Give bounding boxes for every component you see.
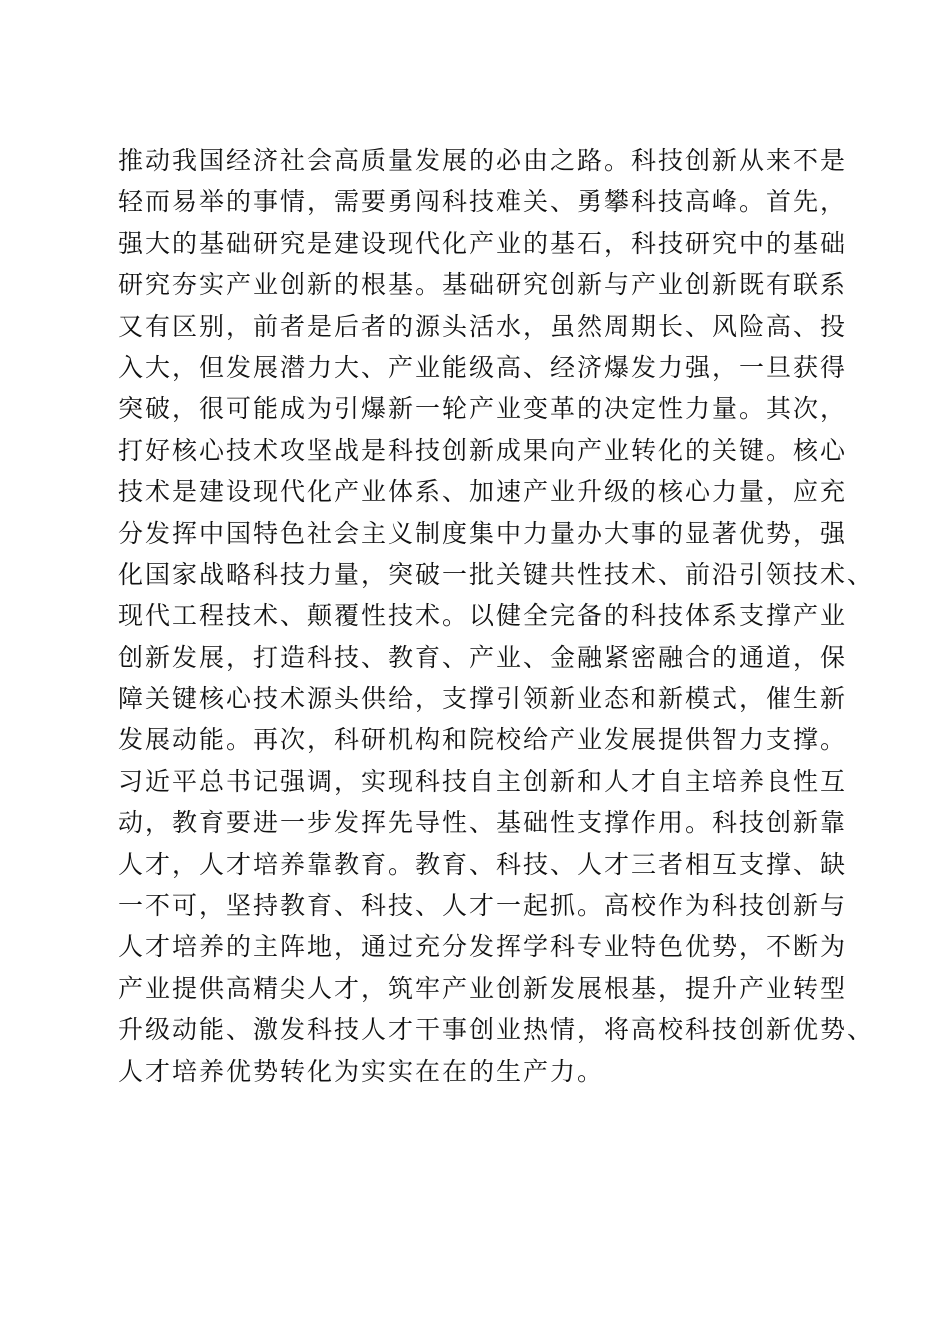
text-line: 人才培养优势转化为实实在在的生产力。: [118, 1056, 605, 1086]
text-line: 创新发展，打造科技、教育、产业、金融紧密融合的通道，保: [118, 642, 848, 672]
text-line: 升级动能、激发科技人才干事创业热情，将高校科技创新优势、: [118, 1015, 875, 1045]
text-line: 习近平总书记强调，实现科技自主创新和人才自主培养良性互: [118, 766, 848, 796]
text-line: 化国家战略科技力量，突破一批关键共性技术、前沿引领技术、: [118, 559, 875, 589]
text-line: 打好核心技术攻坚战是科技创新成果向产业转化的关键。核心: [118, 435, 848, 465]
text-line: 现代工程技术、颠覆性技术。以健全完备的科技体系支撑产业: [118, 601, 848, 631]
text-line: 人才培养的主阵地，通过充分发挥学科专业特色优势，不断为: [118, 932, 848, 962]
text-line: 突破，很可能成为引爆新一轮产业变革的决定性力量。其次，: [118, 394, 848, 424]
text-line: 入大，但发展潜力大、产业能级高、经济爆发力强，一旦获得: [118, 352, 848, 382]
text-line: 轻而易举的事情，需要勇闯科技难关、勇攀科技高峰。首先，: [118, 187, 848, 217]
body-paragraph: [118, 140, 875, 1092]
text-line: 一不可，坚持教育、科技、人才一起抓。高校作为科技创新与: [118, 891, 848, 921]
text-line: 人才，人才培养靠教育。教育、科技、人才三者相互支撑、缺: [118, 849, 848, 879]
text-line: 推动我国经济社会高质量发展的必由之路。科技创新从来不是: [118, 146, 848, 175]
text-line: 发展动能。再次，科研机构和院校给产业发展提供智力支撑。: [118, 725, 848, 755]
text-line: 又有区别，前者是后者的源头活水，虽然周期长、风险高、投: [118, 311, 848, 341]
text-line: 障关键核心技术源头供给，支撑引领新业态和新模式，催生新: [118, 684, 848, 714]
text-line: 技术是建设现代化产业体系、加速产业升级的核心力量，应充: [118, 477, 848, 507]
text-line: 研究夯实产业创新的根基。基础研究创新与产业创新既有联系: [118, 270, 848, 300]
text-line: 强大的基础研究是建设现代化产业的基石，科技研究中的基础: [118, 228, 848, 258]
text-line: 分发挥中国特色社会主义制度集中力量办大事的显著优势，强: [118, 518, 848, 548]
text-line: 动，教育要进一步发挥先导性、基础性支撑作用。科技创新靠: [118, 808, 848, 838]
text-line: 产业提供高精尖人才，筑牢产业创新发展根基，提升产业转型: [118, 973, 848, 1003]
